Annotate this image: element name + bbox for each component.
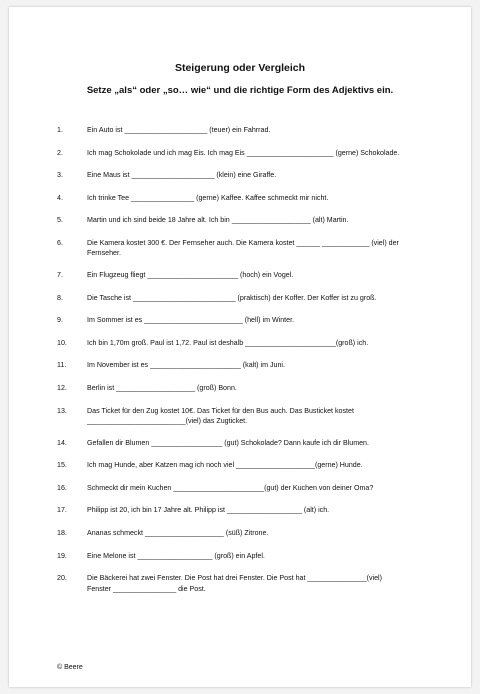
exercise-sentence: Die Kamera kostet 300 €. Der Fernseher auch. Die Kamera kostet ______ ____________ (viel) der Fernseher. [87,238,399,258]
exercise-number: 16. [57,483,67,492]
exercise-number: 4. [57,193,63,202]
exercise-number: 8. [57,293,63,302]
exercise-sentence: Ananas schmeckt ____________________ (süß) Zitrone. [87,528,269,537]
exercise-sentence: Eine Melone ist ___________________ (groß) ein Apfel. [87,551,265,560]
exercise-list [57,125,447,605]
worksheet-page [9,7,471,687]
exercise-sentence: Ich trinke Tee ________________ (gerne) Kaffee. Kaffee schmeckt mir nicht. [87,193,329,202]
exercise-item [57,406,447,427]
exercise-number: 9. [57,316,63,325]
exercise-number: 20. [57,574,67,583]
exercise-number: 12. [57,383,67,392]
exercise-item [57,170,447,181]
exercise-number: 1. [57,126,63,134]
exercise-item [57,270,447,281]
exercise-item [57,193,447,204]
exercise-sentence: Gefallen dir Blumen __________________ (gut) Schokolade? Dann kaufe ich dir Blumen. [87,438,369,447]
exercise-number: 11. [57,361,67,370]
exercise-sentence: Schmeckt dir mein Kuchen _______________________(gut) der Kuchen von deiner Oma? [87,483,374,492]
exercise-number: 3. [57,171,63,180]
exercise-number: 19. [57,551,67,560]
exercise-item [57,360,447,371]
exercise-item [57,483,447,494]
exercise-sentence: Ein Auto ist _____________________ (teuer) ein Fahrrad. [87,126,271,134]
exercise-sentence: Philipp ist 20, ich bin 17 Jahre alt. Philipp ist ___________________ (alt) ich. [87,506,330,515]
exercise-item [57,460,447,471]
exercise-sentence: Das Ticket für den Zug kostet 10€. Das Ticket für den Bus auch. Das Busticket kostet _________________________(viel) das Zugticket. [87,406,354,426]
exercise-item [57,338,447,349]
exercise-item [57,551,447,562]
exercise-sentence: Berlin ist ____________________ (groß) Bonn. [87,383,237,392]
exercise-sentence: Ich mag Hunde, aber Katzen mag ich noch viel ____________________(gerne) Hunde. [87,461,363,470]
exercise-number: 18. [57,528,67,537]
exercise-sentence: Ein Flugzeug fliegt _______________________ (hoch) ein Vogel. [87,270,294,279]
worksheet-title: Steigerung oder Vergleich [174,62,306,74]
worksheet-instructions: Setze „als“ oder „so… wie“ und die richtige Form des Adjektivs ein. [86,85,394,96]
exercise-sentence: Eine Maus ist _____________________ (klein) eine Giraffe. [87,171,277,180]
exercise-item [57,125,447,136]
exercise-item [57,383,447,394]
exercise-number: 14. [57,438,67,447]
exercise-number: 17. [57,506,67,515]
exercise-item [57,505,447,516]
exercise-number: 2. [57,148,63,157]
exercise-item [57,293,447,304]
exercise-item [57,238,447,259]
exercise-number: 5. [57,216,63,225]
exercise-number: 15. [57,461,67,470]
exercise-number: 7. [57,270,63,279]
exercise-sentence: Die Bäckerei hat zwei Fenster. Die Post hat drei Fenster. Die Post hat _______________(viel) Fenster ________________ die Post. [87,574,382,593]
exercise-item [57,215,447,226]
exercise-sentence: Martin und ich sind beide 18 Jahre alt. Ich bin ____________________ (alt) Martin. [87,216,349,225]
exercise-sentence: Im Sommer ist es _________________________ (hell) im Winter. [87,316,295,325]
exercise-item [57,148,447,159]
exercise-item [57,438,447,449]
exercise-item [57,315,447,326]
exercise-sentence: Ich mag Schokolade und ich mag Eis. Ich mag Eis ______________________ (gerne) Schokolade. [87,148,400,157]
exercise-sentence: Ich bin 1,70m groß. Paul ist 1,72. Paul ist deshalb _______________________(groß) ich. [87,338,369,347]
exercise-item [57,528,447,539]
exercise-sentence: Im November ist es _______________________ (kalt) im Juni. [87,361,285,370]
exercise-number: 10. [57,338,67,347]
copyright-footer: © Beere [57,664,83,671]
exercise-number: 13. [57,406,67,415]
exercise-sentence: Die Tasche ist __________________________ (praktisch) der Koffer. Der Koffer ist zu groß. [87,293,377,302]
exercise-number: 6. [57,238,63,247]
exercise-item [57,573,447,594]
